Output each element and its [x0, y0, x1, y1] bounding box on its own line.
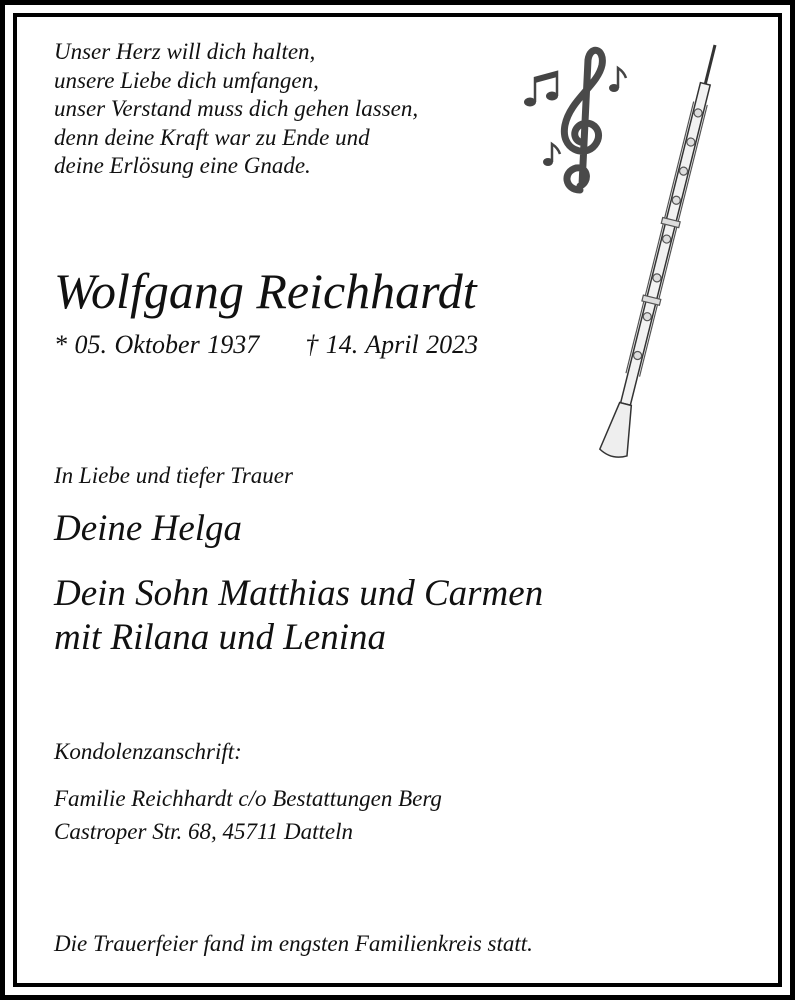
- life-dates: [54, 330, 478, 360]
- mourner-line: mit Rilana und Lenina: [54, 617, 386, 658]
- condolence-label: Kondolenzanschrift:: [54, 739, 242, 764]
- poem-line: denn deine Kraft war zu Ende und: [54, 124, 370, 150]
- poem-line: Unser Herz will dich halten,: [54, 39, 316, 64]
- closing-note: Die Trauerfeier fand im engsten Familienkreis statt.: [54, 931, 533, 956]
- treble-clef-icon: [564, 50, 602, 190]
- death-date: † 14. April 2023: [305, 330, 479, 359]
- poem-line: unser Verstand muss dich gehen lassen,: [54, 96, 419, 121]
- mourners-family: [54, 572, 543, 660]
- mourner-line: Deine Helga: [54, 508, 243, 549]
- address-line: Castroper Str. 68, 45711 Datteln: [54, 819, 354, 844]
- oboe-icon: [599, 42, 729, 460]
- poem-line: unsere Liebe dich umfangen,: [54, 67, 319, 93]
- mourners-intro: In Liebe und tiefer Trauer: [54, 463, 293, 488]
- poem: [54, 38, 418, 181]
- mourner-line: Dein Sohn Matthias und Carmen: [54, 573, 544, 614]
- birth-date: * 05. Oktober 1937: [54, 330, 260, 359]
- music-note-icon: [543, 144, 560, 166]
- poem-line: deine Erlösung eine Gnade.: [54, 153, 311, 178]
- music-note-icon: [609, 68, 626, 92]
- deceased-name: Wolfgang Reichhardt: [54, 263, 477, 319]
- address-line: Familie Reichhardt c/o Bestattungen Berg: [54, 786, 442, 811]
- condolence-address: [54, 782, 442, 848]
- music-illustration: [510, 40, 770, 490]
- music-note-icon: [524, 72, 558, 107]
